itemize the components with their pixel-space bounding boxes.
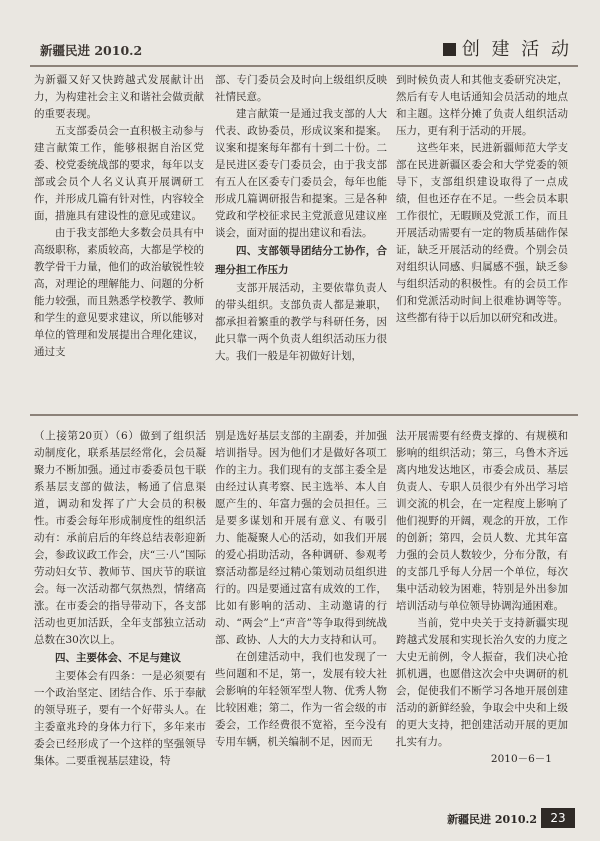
paragraph: 五支部委员会一直积极主动参与建言献策工作，能够根据自治区党委、校党委统战部的要求，每年以支部或会员个人名义认真开展调研工作，并形成几篇有针对性，内容较全面，措施具有建设性的意见或建议。 — [34, 125, 204, 222]
article-bottom-column-1 — [34, 428, 206, 808]
magazine-title: 新疆民进 2010.2 — [40, 43, 143, 58]
article-bottom-column-3 — [396, 428, 568, 808]
article-bottom-column-2 — [215, 428, 387, 808]
article-top-column-3 — [396, 72, 568, 400]
section-heading: 四、主要体会、不足与建议 — [55, 652, 181, 664]
paragraph: 建言献策一是通过我支部的人大代表、政协委员，形成议案和提案。议案和提案每年都有十到二十份。二是民进区委专门委员会，由于我支部有五人在区委专门委员会，每年也能形成几篇调研报告和提案。三是各种党政和学校征求民主党派意见建议座谈会，面对面的提出建议和看法。 — [215, 108, 387, 239]
paragraph: 主要体会有四条：一是必须要有一个政治坚定、团结合作、乐于奉献的领导班子，要有一个好带头人。在主委童兆玲的身体力行下，多年来市委会已经形成了一个这样的坚强领导集体。二要重视基层建设，特 — [34, 670, 206, 767]
section-title-text: 创 建 活 动 — [461, 39, 572, 60]
article-date: 2010－6－1 — [490, 753, 552, 765]
paragraph: 这些年来，民进新疆师范大学支部在民进新疆区委会和大学党委的领导下，支部组织建设取得了一点成绩，但也还存在不足。一些会员本职工作很忙，无暇顾及党派工作，而且开展活动需要有一定的物质基础作保证，缺乏开展活动的经费。个别会员对组织认同感、归属感不强，缺乏参与组织活动的积极性。有的会员工作们和党派活动时间上很难协调等等。这些都有待于以后加以研究和改进。 — [396, 142, 568, 324]
paragraph: 由于我支部绝大多数会员具有中高级职称，素质较高，大都是学校的教学骨干力量，他们的政治敏锐性较高，对理论的理解能力、问题的分析能力较强，而且熟悉学校教学、教师和学生的意见要求建议，所以能够对单位的管理和发展提出合理化建议，通过支 — [34, 227, 204, 358]
footer-magazine: 新疆民进 2010.2 — [447, 813, 537, 826]
section-divider — [30, 414, 578, 416]
page-header — [30, 31, 578, 67]
paragraph: 部、专门委员会及时向上级组织反映社情民意。 — [215, 74, 387, 103]
paragraph: 当前，党中央关于支持新疆实现跨越式发展和实现长治久安的力度之大史无前例，令人振奋，我们决心抢抓机遇，也愿借这次会中央调研的机会，促使我们不断学习各地开展创建活动的新鲜经验，争取会中央和上级的更大支持，把创建活动开展的更加扎实有力。 — [396, 617, 568, 748]
section-title — [443, 35, 572, 61]
paragraph: 为新疆又好又快跨越式发展献计出力，为构建社会主义和谐社会做贡献的重要表现。 — [34, 74, 204, 120]
paragraph: 支部开展活动，主要依靠负责人的带头组织。支部负责人都是兼职，都承担着繁重的教学与科研任务，因此只靠一两个负责人组织活动压力很大。我们一般是年初做好计划， — [215, 282, 387, 362]
paragraph: 法开展需要有经费支撑的、有规模和影响的组织活动；第三，乌鲁木齐远离内地发达地区，市委会成员、基层负责人、专职人员很少有外出学习培训交流的机会，在一定程度上影响了他们视野的开阔，观念的开放，工作的创新；第四，会员人数、尤其年富力强的会员人数较少，分布分散，有的支部几乎每人分居一个单位，每次集中活动较为困难，特别是外出参加培训活动与单位领导协调沟通困难。 — [396, 430, 568, 612]
paragraph: （上接第20页）（6）做到了组织活动制度化，联系基层经常化，会员凝聚力不断加强。通过市委委员包干联系基层支部的做法，畅通了信息渠道，调动和发挥了广大会员的积极性。市委会每年形成制度性的组织活动有：承前启后的年终总结表彰迎新会，参政议政工作会，庆“三·八”国际劳动妇女节、教师节、国庆节的联谊会。每一次活动都气氛热烈，情绪高涨。在市委会的指导带动下，各支部活动也更加活跃，全年支部独立活动总数在30次以上。 — [34, 430, 206, 646]
article-top-column-2 — [215, 72, 387, 400]
paragraph: 到时候负责人和其他支委研究决定，然后有专人电话通知会员活动的地点和主题。这样分摊了负责人组织活动压力，更有利于活动的开展。 — [396, 74, 568, 137]
square-icon — [443, 43, 456, 56]
paragraph: 在创建活动中，我们也发现了一些问题和不足，第一，发展有较大社会影响的年轻领军型人物、优秀人物比较困难；第二，作为一省会级的市委会，工作经费很不宽裕，至今没有专用车辆，机关编制不足，因而无 — [215, 651, 387, 748]
page-number: 23 — [541, 808, 575, 828]
section-heading: 四、支部领导团结分工协作，合理分担工作压力 — [215, 245, 387, 276]
page-footer — [425, 808, 575, 828]
paragraph: 别是选好基层支部的主副委，并加强培训指导。因为他们才是做好各项工作的主力。我们现有的支部主委全是由经过认真考察、民主选举、本人自愿产生的、年富力强的会员担任。三是要多谋划和开展有意义、有吸引力、能凝聚人心的活动，如我们开展的爱心捐助活动，各种调研、参观考察活动都是经过精心策划动员组织进行的。四是要通过富有成效的工作，比如有影响的活动、主动邀请的行动、“两会”上“声音”等争取得到统战部、政协、人大的大力支持和认可。 — [215, 430, 387, 646]
article-top-column-1 — [34, 72, 204, 400]
